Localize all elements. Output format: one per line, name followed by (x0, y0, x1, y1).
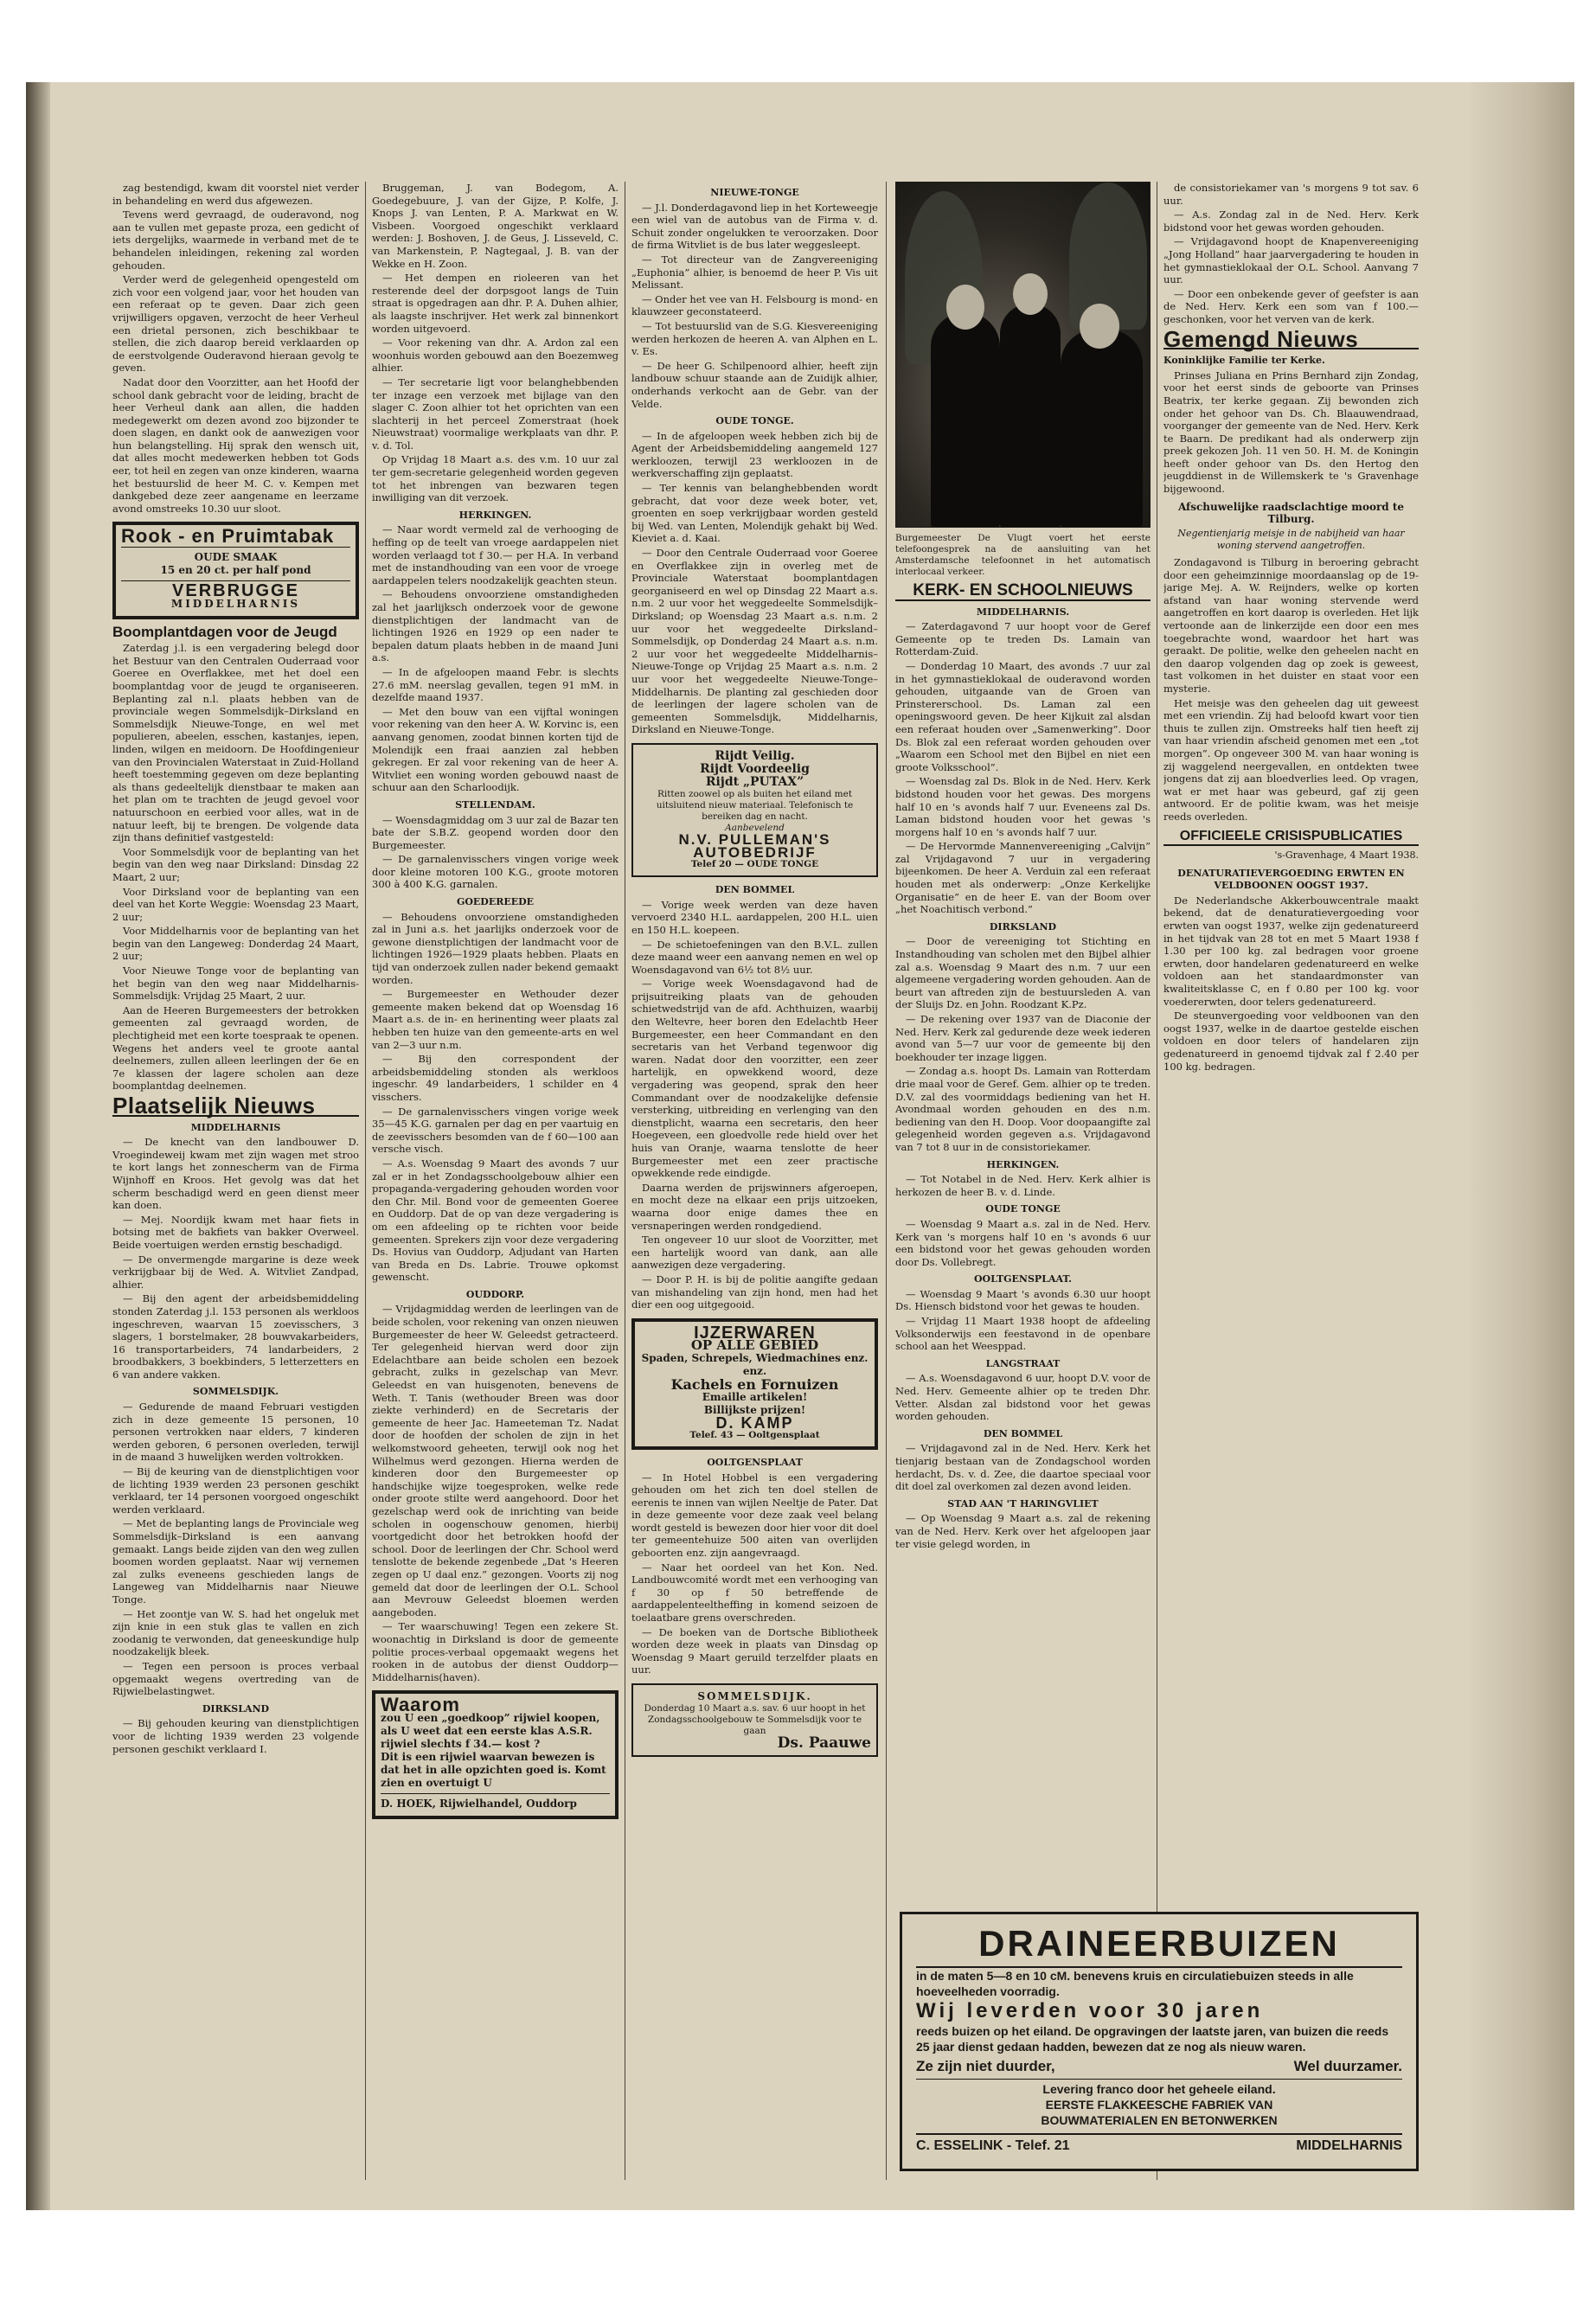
news-item: — Door den Centrale Ouderraad voor Goeree en Overflakkee zijn in overleg met de Provinciale Waterstaat boomplantdagen georganiseerd en wel op Dinsdag 22 Maart a.s. n.m. 2 uur voor het weggedeelte Sommelsdijk–Dirksland; op Woensdag 23 Maart a.s. n.m. 2 uur voor het weggedeelte Dirksland–Sommelsdijk, op Donderdag 24 Maart a.s. n.m. 2 uur voor het weggedeelte Middelharnis–Nieuwe-Tonge op Vrijdag 25 Maart a.s. n.m. 2 uur voor het weggedeelte Nieuwe-Tonge–Middelharnis. De planting zal geschieden door de leerlingen der lagere scholen van de gemeenten Sommelsdijk, Middelharnis, Dirksland en Nieuwe-Tonge. (631, 547, 878, 736)
news-item: — Tot bestuurslid van de S.G. Kiesvereeniging werden herkozen de heeren A. van Alphen en L. v. Es. (631, 319, 878, 358)
ad-line: Rijdt „PUTAX” (705, 774, 804, 789)
news-item: — Behoudens onvoorziene omstandigheden zal het jaarlijksch onderzoek voor de gewone dienstplichtigen der landmacht van de lichtingen 1926 en 1929 op een nader te bepalen datum plaats hebben in de maand Juni a.s. (372, 588, 619, 664)
ad-phone: Telef. 43 — Ooltgensplaat (689, 1429, 820, 1440)
binding-edge (26, 82, 50, 2210)
news-item: — Vrijdagavond zal in de Ned. Herv. Kerk het tienjarig bestaan van de Zondagschool worden herdacht, Ds. v. d. Zee, die daartoe speciaal voor dit doel zal overkomen zal dezen avond leiden. (895, 1442, 1151, 1493)
ad-draineerbuizen (900, 1912, 1419, 2171)
news-item: — A.s. Woensdagavond 6 uur, hoopt D.V. voor de Ned. Herv. Gemeente alhier op te treden Dhr. Vetter. Alsdan zal bidstond voor het gewas worden gehouden. (895, 1372, 1151, 1423)
ad-line: OP ALLE GEBIED (690, 1337, 819, 1354)
news-item: — De onvermengde margarine is deze week verkrijgbaar bij de Wed. A. Witvliet Zandpad, alhier. (112, 1253, 359, 1291)
column-3 (631, 182, 878, 2180)
news-item: — Naar het oordeel van het Kon. Ned. Landbouwcomité wordt met een verhooging van f 30 op f 50 betreffende de aardappelenteeltheffing in komend seizoen de toelaatbare grens overschreden. (631, 1561, 878, 1625)
ad-firm: D. KAMP (715, 1414, 794, 1433)
paragraph: Prinses Juliana en Prins Bernhard zijn Zondag, voor het eerst sinds de geboorte van Prinses Beatrix, ter kerke gegaan. Zij bewonden zich onder het gehoor van Ds. Ch. Blaauwendraad, voorganger der gemeente van de Ned. Herv. Kerk te Baarn. De predikant had als onderwerp zijn preek gekozen Joh. 11 ven 50. H. M. de Koningin heeft onder gehoor van Ds. den Hertog den jeugddienst in de Willemskerk te 's Gravenhage bijgewoond. (1163, 369, 1419, 496)
news-list (372, 510, 619, 1683)
paragraph: Voor Dirksland voor de beplanting van een deel van het Korte Weggie: Woensdag 23 Maart, 2 uur; (112, 885, 359, 923)
news-item: — In Hotel Hobbel is een vergadering gehouden om het zich ten doel stellen de eerenis te innen van wijlen Neeltje de Pater. Dat in deze gemeente voor deze zaak veel belang wordt gesteld is bewezen door hier voor dit doel ter gemeentehuize 500 aiten van overlijden geboorten enz. zijn aangevraagd. (631, 1471, 878, 1560)
ad-title: Rook - en Pruimtabak (121, 525, 335, 548)
paragraph: Bruggeman, J. van Bodegom, A. Goedegebuure, J. van der Gijze, P. Kolfe, J. Knops J. van Lenten, P. A. Markwat en W. Visbeen. Voorgoed ongeschikt verklaard werden: J. Boshoven, J. de Geus, J. Lisseveld, C. van Markenstein, P. Nagtegaal, J. B. van der Wekke en H. Zoon. (372, 182, 619, 270)
place-heading: SOMMELSDIJK. (192, 1386, 279, 1398)
kerk-nieuws-list (895, 606, 1151, 1551)
news-item: — Met de beplanting langs de Provinciale weg Sommelsdijk–Dirksland is een aanvang gemaakt. Langs beide zijden van den weg zullen boomen worden geplaatst. Naar wij vernemen zal zulks eveneens geschieden langs de Langeweg van Middelharnis naar Nieuwe Tonge. (112, 1517, 359, 1606)
news-item: — Woensdag zal Ds. Blok in de Ned. Herv. Kerk bidstond houden voor het gewas. Des morgens half 10 en 's avonds half 7 uur. Eveneens zal Ds. Laman bidstond houden voor het gewas 's morgens half 10 en 's avonds half 7 uur. (895, 775, 1151, 838)
ad-line: Billijkste prijzen! (703, 1404, 806, 1417)
news-item: — Woensdag 9 Maart 's avonds 6.30 uur hoopt Ds. Hiensch bidstond voor het gewas te houden. (895, 1287, 1151, 1313)
place-heading: MIDDELHARNIS. (976, 606, 1070, 618)
paragraph: Tevens werd gevraagd, de ouderavond, nog aan te vullen met gepaste proza, een gedicht of iets dergelijks, waarmede in verband met de te behandelen inleidingen, rekening zal worden gehouden. (112, 208, 359, 272)
ad-line: EERSTE FLAKKEESCHE FABRIEK VAN (1045, 2098, 1273, 2112)
ad-line: zou U een „goedkoop” rijwiel koopen, als U weet dat een eerste klas A.S.R. rijwiel slechts f 34.— kost ? (381, 1711, 600, 1750)
news-item: — Gedurende de maand Februari vestigden zich in deze gemeente 15 personen, 10 personen vertrokken naar elders, 7 kinderen werden geboren, 6 personen overleden, terwijl in de maand 3 huwelijken werden voltrokken. (112, 1400, 359, 1464)
news-item: — J.l. Donderdagavond liep in het Korteweegje een wiel van de autobus van de Firma v. d. Schuit zonder ongelukken te veroorzaken. Door de firma Witvliet is de bus later weggesleept. (631, 201, 878, 252)
news-item: Daarna werden de prijswinners afgeroepen, en mocht deze na elkaar een prijs uitzoeken, waarna door enige dames thee en versnaperingen werden rondgediend. (631, 1181, 878, 1232)
ad-name: Ds. Paauwe (777, 1734, 871, 1752)
news-item: — Woensdag 9 Maart a.s. zal in de Ned. Herv. Kerk van 's morgens half 10 en 's avonds 6 uur een bidstond voor het gewas gehouden worden door Ds. Vollebregt. (895, 1217, 1151, 1268)
place-heading: NIEUWE-TONGE (710, 187, 799, 198)
ad-line: 15 en 20 ct. per half pond (160, 564, 311, 577)
news-item: — De heer G. Schilpenoord alhier, heeft zijn landbouw schuur staande aan de Zuidijk alhier, onderhands verkocht aan de Gebr. van der Velde. (631, 359, 878, 410)
plaatselijk-nieuws-headline: Plaatselijk Nieuws (112, 1099, 359, 1117)
news-item: — Mej. Noordijk kwam met haar fiets in botsing met de bakfiets van bakker Overweel. Beide voertuigen werden ernstig beschadigd. (112, 1213, 359, 1251)
news-item: — Bij den correspondent der arbeidsbemiddeling stonden als werkloos ingeschr. 49 landarbeiders, 1 schilder en 4 visschers. (372, 1053, 619, 1103)
news-photo (895, 182, 1151, 528)
news-item: — Tegen een persoon is proces verbaal opgemaakt wegens overtreding van de Rijwielbelastingwet. (112, 1659, 359, 1698)
paragraph: — Het dempen en rioleeren van het resterende deel der dorpsgoot langs de Tuin straat is opgedragen aan dhr. P. A. Duhen alhier, als laagste inschrijver. Het werk zal binnenkort worden uitgevoerd. (372, 272, 619, 335)
kerk-continued (1163, 182, 1419, 326)
place-heading: DIRKSLAND (202, 1702, 270, 1715)
ad-city: MIDDELHARNIS (1296, 2138, 1402, 2153)
place-heading: MIDDELHARNIS (190, 1121, 281, 1133)
place-heading: HERKINGEN. (986, 1158, 1060, 1170)
paragraph: Nadat door den Voorzitter, aan het Hoofd der school dank gebracht voor de leiding, bracht de heer Verheul dank aan allen, die hadden medegewerkt om dezen avond zoo bijzonder te doen slagen, en dankt ook de aanwezigen voor hun belangstelling. Hij sprak den wensch uit, dat alles mocht medewerken hebben tot Gods eer, tot heil en zegen van onze kinderen, waarna het bestuurslid de heer M. C. v. Kempen met dankgebed deze zeer aangename en leerzame avond omstreeks 10.30 uur sloot. (112, 375, 359, 515)
news-item: — Bij de keuring van de dienstplichtigen voor de lichting 1939 werden 23 personen geschikt verklaard, ter 14 personen voorgoed ongeschikt werden verklaard. (112, 1465, 359, 1516)
ad-brand: VERBRUGGE (172, 581, 299, 601)
ad-line: Kachels en Fornuizen (670, 1376, 839, 1394)
news-item: — A.s. Woensdag 9 Maart des avonds 7 uur zal er in het Zondagsschoolgebouw alhier een propaganda-vergadering gehouden worden voor den Chr. Mil. Bond voor de gemeenten Goeree en Ouddorp. Dat de op van deze vergadering is om een afdeeling op te richten voor beide gemeenten. Sprekers zijn voor deze vergadering Ds. Hovius van Ouddorp, Adjudant van Harten van Breda en Ds. Labrie. Trouwe opkomst gewenscht. (372, 1157, 619, 1284)
ad-city: MIDDELHARNIS (170, 597, 301, 610)
news-item: — Met den bouw van een vijftal woningen voor rekening van den heer A. W. Korvinc is, een aanvang genomen, zoodat binnen korten tijd de Molendijk een fraai aanzien zal hebben gekregen. Er zal voor rekening van de heer A. Witvliet een woning worden gebouwd naast de schuur aan den Scharloodijk. (372, 705, 619, 794)
place-heading: OOLTGENSPLAAT. (973, 1273, 1073, 1285)
ad-waarom (372, 1690, 619, 1819)
place-heading: HERKINGEN. (458, 509, 532, 521)
column-2 (372, 182, 619, 2180)
paragraph: — Vrijdagavond hoopt de Knapenvereeniging „Jong Holland” haar jaarvergadering te houden in het gymnastieklokaal der O.L. School. Aanvang 7 uur. (1163, 235, 1419, 286)
ad-firm: AUTOBEDRIJF (693, 843, 817, 861)
news-item: — De garnalenvisschers vingen vorige week 35—45 K.G. garnalen per dag en per vaartuig en de zeevisschers besomden van de f 60—100 aan versche visch. (372, 1105, 619, 1156)
news-list (631, 884, 878, 1311)
ad-line: Wij leverden voor 30 jaren (916, 1999, 1264, 2022)
article-title: Afschuwelijke raadsclachtige moord te Tilburg. (1177, 500, 1405, 526)
column-4 (895, 182, 1151, 2180)
news-item: — De Hervormde Mannenvereeniging „Calvijn” zal Vrijdagavond 7 uur in vergadering bijeenkomen. De heer A. Verduin zal een referaat houden met als onderwerp: „Onze Kerkelijke Organisatie” en de heer E. van der Boom over „het Noachitisch verbond.” (895, 840, 1151, 916)
paragraph: — Door een onbekende gever of geefster is aan de Ned. Herv. Kerk een som van f 100.— geschonken, voor het verven van de kerk. (1163, 287, 1419, 325)
dateline: 's-Gravenhage, 4 Maart 1938. (1274, 849, 1419, 862)
ad-tabak (112, 522, 359, 619)
place-heading: STAD AAN 'T HARINGVLIET (947, 1497, 1099, 1509)
ad-line: in de maten 5—8 en 10 cM. benevens kruis en circulatiebuizen steeds in alle hoeveelheden voorradig. (916, 1969, 1354, 1998)
place-heading: LANGSTRAAT (985, 1357, 1061, 1369)
news-item: — Tot Notabel in de Ned. Herv. Kerk alhier is herkozen de heer B. v. d. Linde. (895, 1173, 1151, 1198)
ad-line: Emaille artikelen! (702, 1391, 808, 1404)
paragraph: Verder werd de gelegenheid opengesteld om zich voor een volgend jaar, voor het houden van een referaat op te geven. Daar zich geen vrijwilligers opgaven, verzocht de heer Verheul een drietal personen, zich beschikbaar te stellen, die zich daarop bereid verklaarden op de eerstvolgende Ouderavond hieraan gevolg te geven. (112, 273, 359, 375)
news-item: — De schietoefeningen van den B.V.L. zullen deze maand weer een aanvang nemen en wel op Woensdagavond van 6½ tot 8½ uur. (631, 938, 878, 976)
news-item: — De boeken van de Dortsche Bibliotheek worden deze week in plaats van Dinsdag op Woensdag 9 Maart geruild terzelfder plaats en uur. (631, 1625, 878, 1676)
gemengd-nieuws-headline: Gemengd Nieuws (1163, 333, 1419, 350)
ad-line: BOUWMATERIALEN EN BETONWERKEN (1041, 2113, 1278, 2127)
article-title: Koninklijke Familie ter Kerke. (1163, 355, 1325, 367)
paragraph: Voor Nieuwe Tonge voor de beplanting van het begin van den weg naar Middelharnis-Sommelsdijk: Vrijdag 25 Maart, 2 uur. (112, 965, 359, 1003)
news-item: — Tot directeur van de Zangvereeniging „Euphonia” alhier, is benoemd de heer P. Vis uit Melissant. (631, 253, 878, 292)
ad-footer: D. HOEK, Rijwielhandel, Ouddorp (381, 1797, 577, 1810)
news-item: — Behoudens onvoorziene omstandigheden zal in Juni a.s. het jaarlijks onderzoek voor de gewone dienstplichtigen der landmacht voor de lichtingen 1926—1929 plaats hebben. Plaats en tijd van onderzoek zullen nader bekend gemaakt worden. (372, 910, 619, 986)
paragraph: — A.s. Zondag zal in de Ned. Herv. Kerk bidstond voor het gewas worden gehouden. (1163, 208, 1419, 234)
article-subtitle: Negentienjarig meisje in de nabijheid van haar woning stervend aangetroffen. (1177, 527, 1405, 552)
news-item: — Naar wordt vermeld zal de verhooging de heffing op de teelt van vroege aardappelen niet worden verlaagd tot f 30.— per H.A. In verband met de instandhouding van een voor de vroege aardappelen telers noodzakelijk geachten steun. (372, 523, 619, 586)
kerk-school-headline: KERK- EN SCHOOLNIEUWS (895, 585, 1151, 601)
ad-title: Waarom (381, 1694, 460, 1716)
ad-ijzerwaren (631, 1318, 878, 1450)
news-item: Ten ongeveer 10 uur sloot de Voorzitter, met een hartelijk woord van dank, aan alle aanwezigen deze vergadering. (631, 1234, 878, 1272)
ad-line: Spaden, Schrepels, Wiedmachines enz. enz. (641, 1352, 869, 1378)
news-list (631, 187, 878, 736)
column-rule (886, 182, 887, 2180)
boomplant-headline: Boomplantdagen voor de Jeugd (112, 623, 337, 640)
news-item: — Onder het vee van H. Felsbourg is mond- en klauwzeer geconstateerd. (631, 292, 878, 318)
crisis-headline: OFFICIEELE CRISISPUBLICATIES (1163, 830, 1419, 847)
news-item: — Zaterdagavond 7 uur hoopt voor de Geref Gemeente op te treden Ds. Lamain van Rotterdam-Zuid. (895, 620, 1151, 658)
paragraph: zag bestendigd, kwam dit voorstel niet verder in behandeling en werd dus afgewezen. (112, 182, 359, 207)
place-heading: DEN BOMMEL (983, 1427, 1063, 1439)
ad-title: SOMMELSDIJK. (697, 1690, 812, 1702)
place-heading: OUDE TONGE (985, 1203, 1061, 1215)
news-item: — De knecht van den landbouwer D. Vroegindeweij kwam met zijn wagen met stroo te kort langs het zonnescherm van de Firma Wijnhoff en Kroos. Het gevolg was dat het scherm beschadigd werd en geen dienst meer kan doen. (112, 1136, 359, 1212)
ad-text: Aanbevelend (725, 822, 785, 833)
ad-line: Dit is een rijwiel waarvan bewezen is dat het in alle opzichten goed is. Komt zien en overtuigt U (381, 1750, 606, 1789)
ad-line: Rijdt Veilig. (715, 748, 795, 763)
photo-caption: Burgemeester De Vlugt voert het eerste telefoongesprek na de aansluiting van het Amsterdamsche telefoonnet in het automatisch interlocaal verkeer. (895, 533, 1151, 577)
ad-putax (631, 743, 878, 877)
news-item: — Vorige week Woensdagavond had de prijsuitreiking plaats van de gehouden schietwedstrijd van de afd. Achthuizen, waarbij den Weltevre, heer boren den Edelachtb Heer Burgemeester, een heer Commandant en den secretaris van het Verband tegenwoor dig waren. Nadat door den voorzitter, een zeer hartelijk, en opwekkend woord, deze vergadering was geopend, sprak den heer Commandant over de noodzakelijke defensie versterking, uitbreiding en verlenging van den dienstplicht, waarna een secretaris, den heer Hoegeveen, een gloedvolle rede hield over het huis van Oranje, waarna tenslotte de heer Burgemeester met een zeer practische opwekkende rede eindigde. (631, 977, 878, 1180)
ad-firm: N.V. PULLEMAN'S (678, 830, 831, 848)
news-item: — Vrijdagmiddag werden de leerlingen van de beide scholen, voor rekening van onzen nieuwen Burgemeester de heer W. Geleedst getracteerd. Ter gelegenheid hiervan werd door zijn Edelachtbare aan beide scholen een bezoek gebracht, zulks in gezelschap van Mevr. Geleedst en van huisgenoten, benevens de Weth. T. Tanis (wethouder Breen was door ziekte verhinderd) en de Secretaris der gemeente de heer Jac. Hameeteman Tz. Nadat door de hoofden der scholen de zijn in het welkomstwoord geheeten, terwijl ook nog het Wilhelmus werd gezongen. Hierna werden de kinderen door den Burgemeester op handschijke wijze toegesproken, welke rede onder groote stilte werd aangehoord. Door het gezelschap werd ook de inrichting van beide scholen in oogenschouw genomen, hierbij voortgedicht door het betrokken hoofd der school. Door de leerlingen der Chr. School werd tenslotte de bekende zegenbede „Dat 's Heeren zegen op U daal enz.” gezongen. Voorts zij nog gemeld dat door de leerlingen der O.L. School aan Mevrouw Geleedst bloemen werden aangeboden. (372, 1303, 619, 1618)
place-heading: DIRKSLAND (989, 920, 1057, 933)
paragraph: Voor Middelharnis voor de beplanting van het begin van den Langeweg: Donderdag 24 Maart, 2 uur; (112, 925, 359, 963)
news-item: — Op Woensdag 9 Maart a.s. zal de rekening van de Ned. Herv. Kerk over het afgeloopen jaar ter visie gelegd worden, in (895, 1512, 1151, 1550)
ad-kerkdienst (631, 1683, 878, 1757)
paragraph: de consistoriekamer van 's morgens 9 tot sav. 6 uur. (1163, 182, 1419, 207)
place-heading: OUDDORP. (465, 1288, 525, 1300)
column-5 (1163, 182, 1419, 2180)
column-rule (365, 182, 366, 2180)
ad-line: OUDE SMAAK (194, 551, 278, 564)
news-item: — In de afgeloopen week hebben zich bij de Agent der Arbeidsbemiddeling aangemeld 127 werkloozen, terwijl 23 werkloozen in de werkverschaffing zijn geplaatst. (631, 429, 878, 480)
boomplant-article (112, 642, 359, 1093)
news-item: — Door P. H. is bij de politie aangifte gedaan van mishandeling van zijn hond, men had het dier een oog uitgegooid. (631, 1272, 878, 1311)
ad-text: Ritten zoowel op als buiten het eiland met uitsluitend nieuw materiaal. Telefonisch te bereiken dag en nacht. (656, 788, 854, 822)
ad-line: Levering franco door het geheele eiland. (916, 2079, 1402, 2097)
paragraph: — Ter secretarie ligt voor belanghebbenden ter inzage een verzoek met bijlage van den slager C. Zoon alhier tot het oprichten van een slachterij in het perceel Zomerstraat (hoek Nieuwstraat) voormalige werkplaats van dhr. P. v. d. Tol. (372, 375, 619, 452)
ad-title: IJZERWAREN (694, 1323, 816, 1343)
ad-slogan: Wel duurzamer. (1293, 2058, 1402, 2074)
place-heading: OUDE TONGE. (715, 415, 794, 427)
news-item: — Ter kennis van belanghebbenden wordt gebracht, dat voor deze week boter, vet, groenten en soep verkrijgbaar worden gesteld bij Wed. van Lenten, Molendijk gehakt bij Wed. Kieviet a. d. Kaai. (631, 482, 878, 545)
news-item: — Vrijdag 11 Maart 1938 hoopt de afdeeling Volksonderwijs een feestavond in de openbare school aan het Weesppad. (895, 1315, 1151, 1353)
paragraph: Voor Sommelsdijk voor de beplanting van het begin van den weg naar Dirksland: Dinsdag 22 Maart, 2 uur; (112, 845, 359, 883)
news-item: — Bij den agent der arbeidsbemiddeling stonden Zaterdag j.l. 153 personen als werkloos ingeschreven, waarvan 15 zoevisschers, 3 slagers, 1 borstelmaker, 28 bouwvakarbeiders, 16 transportarbeiders, 74 landarbeiders, 2 broodbakkers, 3 boekbinders, 5 letterzetters en 6 van andere vakken. (112, 1292, 359, 1381)
news-item: — Burgemeester en Wethouder dezer gemeente maken bekend dat op Woensdag 16 Maart a.s. de in- en herinenting weer plaats zal hebben ten huize van den gemeente-arts en wel van 2—3 uur n.m. (372, 988, 619, 1051)
page-content (112, 182, 1419, 2180)
paragraph: Aan de Heeren Burgemeesters der betrokken gemeenten zal gevraagd worden, de plechtigheid met een korte toespraak te openen. Wegens het anders veel te groote aantal deelnemers, zullen alleen leerlingen der 6e en 7e klassen der lagere scholen aan deze boomplantdag deelnemen. (112, 1003, 359, 1093)
news-item: — Het zoontje van W. S. had het ongeluk met zijn knie in een stuk glas te vallen en zich zoodanig te verwonden, dat geneeskundige hulp noodzakelijk bleek. (112, 1607, 359, 1658)
news-list (631, 1457, 878, 1676)
news-item: — In de afgeloopen maand Febr. is slechts 27.6 mM. neerslag gevallen, tegen 91 mM. in dezelfde maand 1937. (372, 665, 619, 704)
news-item: — Woensdagmiddag om 3 uur zal de Bazar ten bate der S.B.Z. geopend worden door den Burgemeester. (372, 813, 619, 851)
article-title: DENATURATIEVERGOEDING ERWTEN EN VELDBOONEN OOGST 1937. (1177, 867, 1405, 892)
news-item: — Bij gehouden keuring van dienstplichtigen voor de lichting 1939 werden 23 volgende personen geschikt verklaard I. (112, 1717, 359, 1755)
news-item: — Vorige week werden van deze haven vervoerd 2340 H.L. aardappelen, 200 H.L. uien en 150 H.L. koepeen. (631, 898, 878, 936)
paragraph: Zondagavond is Tilburg in beroering gebracht door een geheimzinnige moordaanslag op de 19-jarige Mej. A. W. Reijnders, welke op korten afstand van haar woning stervende werd aangetroffen en kort daarop is overleden. Het lijk vertoonde aan de linkerzijde een door een mes toegebrachte wond, waardoor het hart was geraakt. De politie, welke den geheelen nacht en den daarop volgenden dag op zoek is geweest, tast volkomen in het duister en staat voor een mysterie. (1163, 556, 1419, 695)
ad-title: DRAINEERBUIZEN (916, 1923, 1402, 1968)
paragraph: De Nederlandsche Akkerbouwcentrale maakt bekend, dat de denaturatievergoeding voor erwten van oogst 1937, welke zijn gedenatureerd in het tijdvak van 28 tot en met 5 Maart 1938 f 1.30 per 100 kg. zal bedragen voor groene erwten, door handelaren gedenatureerd en welke voldoen aan het standaardmonster van kwaliteitsklasse C, en f 0.80 per 100 kg. voor voedererwten, door telers gedenatureerd. (1163, 894, 1419, 1008)
ad-firm: C. ESSELINK - Telef. 21 (916, 2138, 1070, 2153)
news-item: — De rekening over 1937 van de Diaconie der Ned. Herv. Kerk zal gedurende deze week iederen avond van 5—7 uur voor de gemeente bij den boekhouder ter inzage liggen. (895, 1013, 1151, 1063)
place-heading: OOLTGENSPLAAT (707, 1456, 803, 1468)
dirksland-article (372, 182, 619, 504)
ad-line: reeds buizen op het eiland. De opgravingen der laatste jaren, van buizen die reeds 25 jaar dienst gedaan hadden, bewezen dat ze nog als nieuw waren. (916, 2024, 1389, 2054)
scan-border-top (0, 0, 1596, 82)
news-item: — Donderdag 10 Maart, des avonds .7 uur zal in het gymnastieklokaal de ouderavond worden gehouden, uitgaande van de Groen van Prinstererschool. Ds. Laman zal een openingswoord geven. De heer Kijkuit zal alsdan een referaat houden over „Samenwerking”. Door Ds. Blok zal een referaat worden gehouden over „Waarom een School met den Bijbel en niet een groote Volksschool”. (895, 659, 1151, 773)
ad-phone: Telef 20 — OUDE TONGE (690, 859, 819, 870)
news-item: — De garnalenvisschers vingen vorige week door kleine motoren 100 K.G., groote motoren 300 à 400 K.G. garnalen. (372, 853, 619, 891)
ouderavond-article (112, 182, 359, 515)
paragraph: — Voor rekening van dhr. A. Ardon zal een woonhuis worden gebouwd aan den Boezemweg alhier. (372, 336, 619, 375)
paragraph: Zaterdag j.l. is een vergadering belegd door het Bestuur van den Centralen Ouderraad voor Goeree en Overflakkee, met het doel een boomplantdag voor de jeugd te organiseeren. Beplanting zal n.l. plaats hebben van de provinciale wegen Sommelsdijk–Dirksland en Sommelsdijk Nieuwe-Tonge, en wel met populieren, abeelen, esschen, kastanjes, iepen, linden, wilgen en meidoorn. De Hoofdingenieur van den Provincialen Waterstaat in Zuid-Holland heeft toestemming gegeven om deze beplanting als thans gedeeltelijk dienstbaar te maken aan het plan om te trachten de jeugd gevoel voor natuurschoon en eerbied voor alles, wat in de natuur leeft, bij te brengen. De volgende data zijn thans definitief vastgesteld: (112, 642, 359, 844)
paragraph: Het meisje was den geheelen dag uit geweest met een vriendin. Zij had beloofd kwart voor tien thuis te zullen zijn. Omstreeks half tien heeft zij van haar vriendin afscheid genomen met een „tot morgen”. Op ongeveer 300 M. van haar woning is zij waggelend neergevallen, en ontdekten twee jongens dat zij aan bloedverlies leed. Op vragen, wat er met haar was gebeurd, gaf zij geen antwoord. Er de politie kwam, was het meisje reeds overleden. (1163, 696, 1419, 823)
news-item: — Door de vereeniging tot Stichting en Instandhouding van scholen met den Bijbel alhier zal a.s. Woensdag 9 Maart des n.m. 7 uur een algemeene vergadering worden gehouden. Aan de beurt van aftreden zijn de bestuursleden A. van der Sluijs Dz. en John. Roodzant K.Pz. (895, 935, 1151, 1011)
place-heading: STELLENDAM. (455, 798, 535, 811)
paragraph: Op Vrijdag 18 Maart a.s. des v.m. 10 uur zal ter gem-secretarie gelegenheid worden gegeven tot het inbrengen van bezwaren tegen inwilliging van dit verzoek. (372, 453, 619, 504)
ad-slogan: Ze zijn niet duurder, (916, 2058, 1055, 2074)
news-item: — Zondag a.s. hoopt Ds. Lamain van Rotterdam drie maal voor de Geref. Gem. alhier op te treden. D.V. zal des voormiddags bediening van het H. Avondmaal worden gehouden en des n.m. bediening van den H. Doop. Voor doopaangifte zal gelegenheid worden gegeven a.s. Vrijdagavond van 7 tot 8 uur in de consistoriekamer. (895, 1065, 1151, 1153)
place-heading: GOEDEREEDE (456, 896, 535, 908)
ad-line: Rijdt Voordeelig (700, 761, 810, 776)
news-item: — Ter waarschuwing! Tegen een zekere St. woonachtig in Dirksland is door de gemeente politie proces-verbaal opgemaakt wegens het rooken in de autobus der dienst Ouddorp—Middelharnis(haven). (372, 1620, 619, 1683)
column-1 (112, 182, 359, 2180)
plaatselijk-nieuws-list (112, 1122, 359, 1756)
paragraph: De steunvergoeding voor veldboonen van den oogst 1937, welke in de daartoe gestelde eischen voldoen en door telers of handelaren zijn gedenatureerd in genoemd tijdvak zal f 2.40 per 100 kg. bedragen. (1163, 1009, 1419, 1073)
place-heading: DEN BOMMEL (715, 884, 795, 896)
page-edge-right (1471, 82, 1574, 2210)
ad-text: Donderdag 10 Maart a.s. sav. 6 uur hoopt in het Zondagsschoolgebouw te Sommelsdijk voor te gaan (644, 1703, 866, 1736)
